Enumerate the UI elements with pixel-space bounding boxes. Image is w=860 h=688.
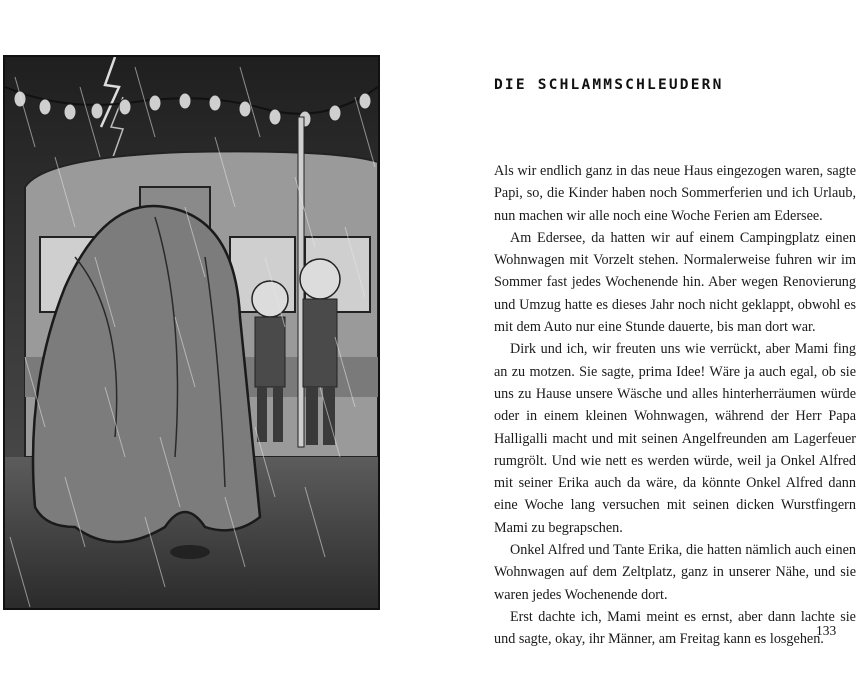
paragraph: Am Edersee, da hatten wir auf einem Campingplatz einen Wohnwagen mit Vorzelt stehen. Normalerweise fuhren wir im Sommer fast jedes Wochenende hin. Aber wegen Renovierung und Umzug hatte es dieses Jahr noch nicht geklappt, obwohl es mit dem Auto nur eine Stunde dauerte, bis man dort war. xyxy=(494,229,856,336)
rainy-campsite-illustration xyxy=(3,55,380,610)
body-text xyxy=(494,160,856,651)
paragraph: Als wir endlich ganz in das neue Haus eingezogen waren, sagte Papi, so, die Kinder haben noch Sommerferien und ich Urlaub, nun machen wir alle noch eine Woche Ferien am Edersee. xyxy=(494,163,856,224)
puddle xyxy=(170,545,210,559)
paragraph: Erst dachte ich, Mami meint es ernst, aber dann lachte sie und sagte, okay, ihr Männer, am Freitag kann es losgehen. xyxy=(494,608,856,648)
chapter-title: DIE SCHLAMMSCHLEUDERN xyxy=(494,77,724,93)
page-number: 133 xyxy=(816,623,837,638)
paragraph: Onkel Alfred und Tante Erika, die hatten nämlich auch einen Wohnwagen auf dem Zeltplatz, ganz in unserer Nähe, und sie waren jedes Wochenende dort. xyxy=(494,542,856,603)
paragraph: Dirk und ich, wir freuten uns wie verrückt, aber Mami fing an zu motzen. Sie sagte, prima Idee! Wäre ja auch egal, ob sie uns zu Hause unsere Wäsche und alles hinterherräumen würde oder in einem kleinen Wohnwagen, während der Herr Papa Halligalli macht und mit seinen Angelfreunden am Lagerfeuer rumgrölt. Und wie nett es werden würde, weil ja Onkel Alfred mit seiner Erika auch da wäre, da könnte Onkel Alfred dann eine Woche lang versuchen mit seinen dicken Wurstfingern Mami zu begrapschen. xyxy=(494,341,856,536)
